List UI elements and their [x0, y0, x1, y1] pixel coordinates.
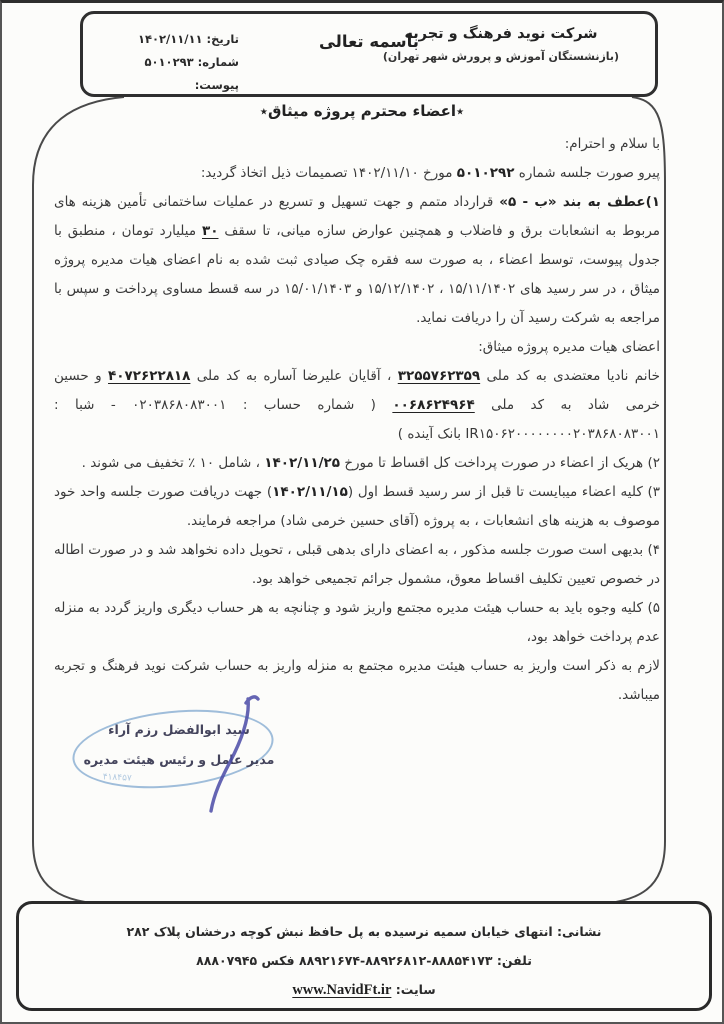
letter-date: تاریخ: ۱۴۰۲/۱۱/۱۱	[137, 32, 239, 46]
letterhead-box	[80, 11, 658, 97]
letter-number: شماره: ۵۰۱۰۲۹۳	[144, 55, 239, 69]
footer-site-label: سایت:	[391, 982, 436, 997]
paragraph: ۴) بدیهی است صورت جلسه مذکور ، به اعضای دارای بدهی قبلی ، تحویل داده نخواهد شد و در صورت اطاله در خصوص تعیین تکلیف اقساط معوق، مشمول جرائم تجمیعی خواهد بود.	[54, 542, 660, 587]
letter-title: ٭اعضاء محترم پروژه میثاق٭	[259, 102, 465, 120]
paragraph: ۳) کلیه اعضاء میبایست تا قبل از سر رسید قسط اول (۱۴۰۲/۱۱/۱۵) جهت دریافت صورت جلسه واحد خود موصوف به هزینه های انشعابات ، به پروژه (آقای حسین خرمی شاد) مراجعه فرمایند.	[54, 484, 660, 529]
letter-body	[54, 130, 660, 710]
signatory-text	[64, 715, 294, 775]
paragraph: ۱)عطف به بند «ب - ۵» قرارداد متمم و جهت تسهیل و تسریع در عملیات ساختمانی تأمین هزینه های مربوط به انشعابات برق و فاضلاب و همچنین عوارض سازه میانی، تا سقف ۳۰ میلیارد تومان ، منطبق با جدول پیوست، توسط اعضاء ، به صورت سه فقره چک صیادی ثبت شده به نام اعضای هیات مدیره پروژه میثاق ، در سر رسید های ۱۵/۱۱/۱۴۰۲ ، ۱۵/۱۲/۱۴۰۲ و ۱۵/۰۱/۱۴۰۳ در سه قسط مساوی پرداخت و سپس با مراجعه به شرکت رسید آن را دریافت نماید.	[54, 194, 660, 326]
besmele-text: باسمه تعالی	[318, 32, 420, 51]
company-name: شرکت نوید فرهنگ و تجربه	[404, 26, 598, 42]
letter-meta	[99, 28, 239, 97]
paragraph: ۵) کلیه وجوه باید به حساب هیئت مدیره مجتمع واریز شود و چنانچه به هر حساب دیگری واریز گردد به منزله عدم پرداخت خواهد بود،	[54, 600, 660, 645]
paragraph: ۲) هریک از اعضاء در صورت پرداخت کل اقساط تا مورخ ۱۴۰۲/۱۱/۲۵ ، شامل ۱۰ ٪ تخفیف می شوند .	[81, 455, 660, 471]
signature-block	[64, 703, 294, 813]
footer-address: نشانی: انتهای خیابان سمیه نرسیده به پل حافظ نبش کوچه درخشان پلاک ۲۸۲	[126, 924, 602, 939]
footer-site-line	[19, 975, 709, 1005]
paragraph: اعضای هیات مدیره پروژه میثاق:	[478, 339, 660, 355]
footer-phone: تلفن: ۸۸۸۵۴۱۷۳-۸۸۹۲۶۸۱۲-۸۸۹۲۱۶۷۴ فکس ۸۸۸۰۷۹۴۵	[196, 953, 532, 968]
paragraph: خانم نادیا معتضدی به کد ملی ۳۲۵۵۷۶۲۳۵۹ ، آقایان علیرضا آساره به کد ملی ۴۰۷۲۶۲۲۸۱۸ و حسین خرمی شاد به کد ملی ۰۰۶۸۶۲۴۹۶۴ ( شماره حساب : ۰۲۰۳۸۶۸۰۸۳۰۰۱ - شبا : IR۱۵۰۶۲۰۰۰۰۰۰۰۰۲۰۳۸۶۸۰۸۳۰۰۱ بانک آینده )	[54, 368, 661, 442]
signatory-name: سید ابوالفضل رزم آراء	[108, 722, 250, 737]
footer-box	[16, 901, 712, 1011]
paragraph: با سلام و احترام:	[564, 136, 660, 152]
signatory-role: مدیر عامل و رئیس هیئت مدیره	[83, 752, 275, 767]
paragraph: لازم به ذکر است واریز به حساب هیئت مدیره مجتمع به منزله واریز به حساب شرکت نوید فرهنگ و تجربه میباشد.	[54, 658, 660, 703]
paragraph: پیرو صورت جلسه شماره ۵۰۱۰۲۹۲ مورخ ۱۴۰۲/۱۱/۱۰ تصمیمات ذیل اتخاذ گردید:	[200, 165, 660, 181]
letter-attachment: پیوست:	[194, 78, 239, 92]
company-subtitle: (بازنشستگان آموزش و پرورش شهر تهران)	[382, 50, 620, 63]
footer-site-url[interactable]: www.NavidFt.ir	[292, 982, 392, 998]
stamp-number: ۴۱۸۴۵۷	[102, 772, 132, 784]
